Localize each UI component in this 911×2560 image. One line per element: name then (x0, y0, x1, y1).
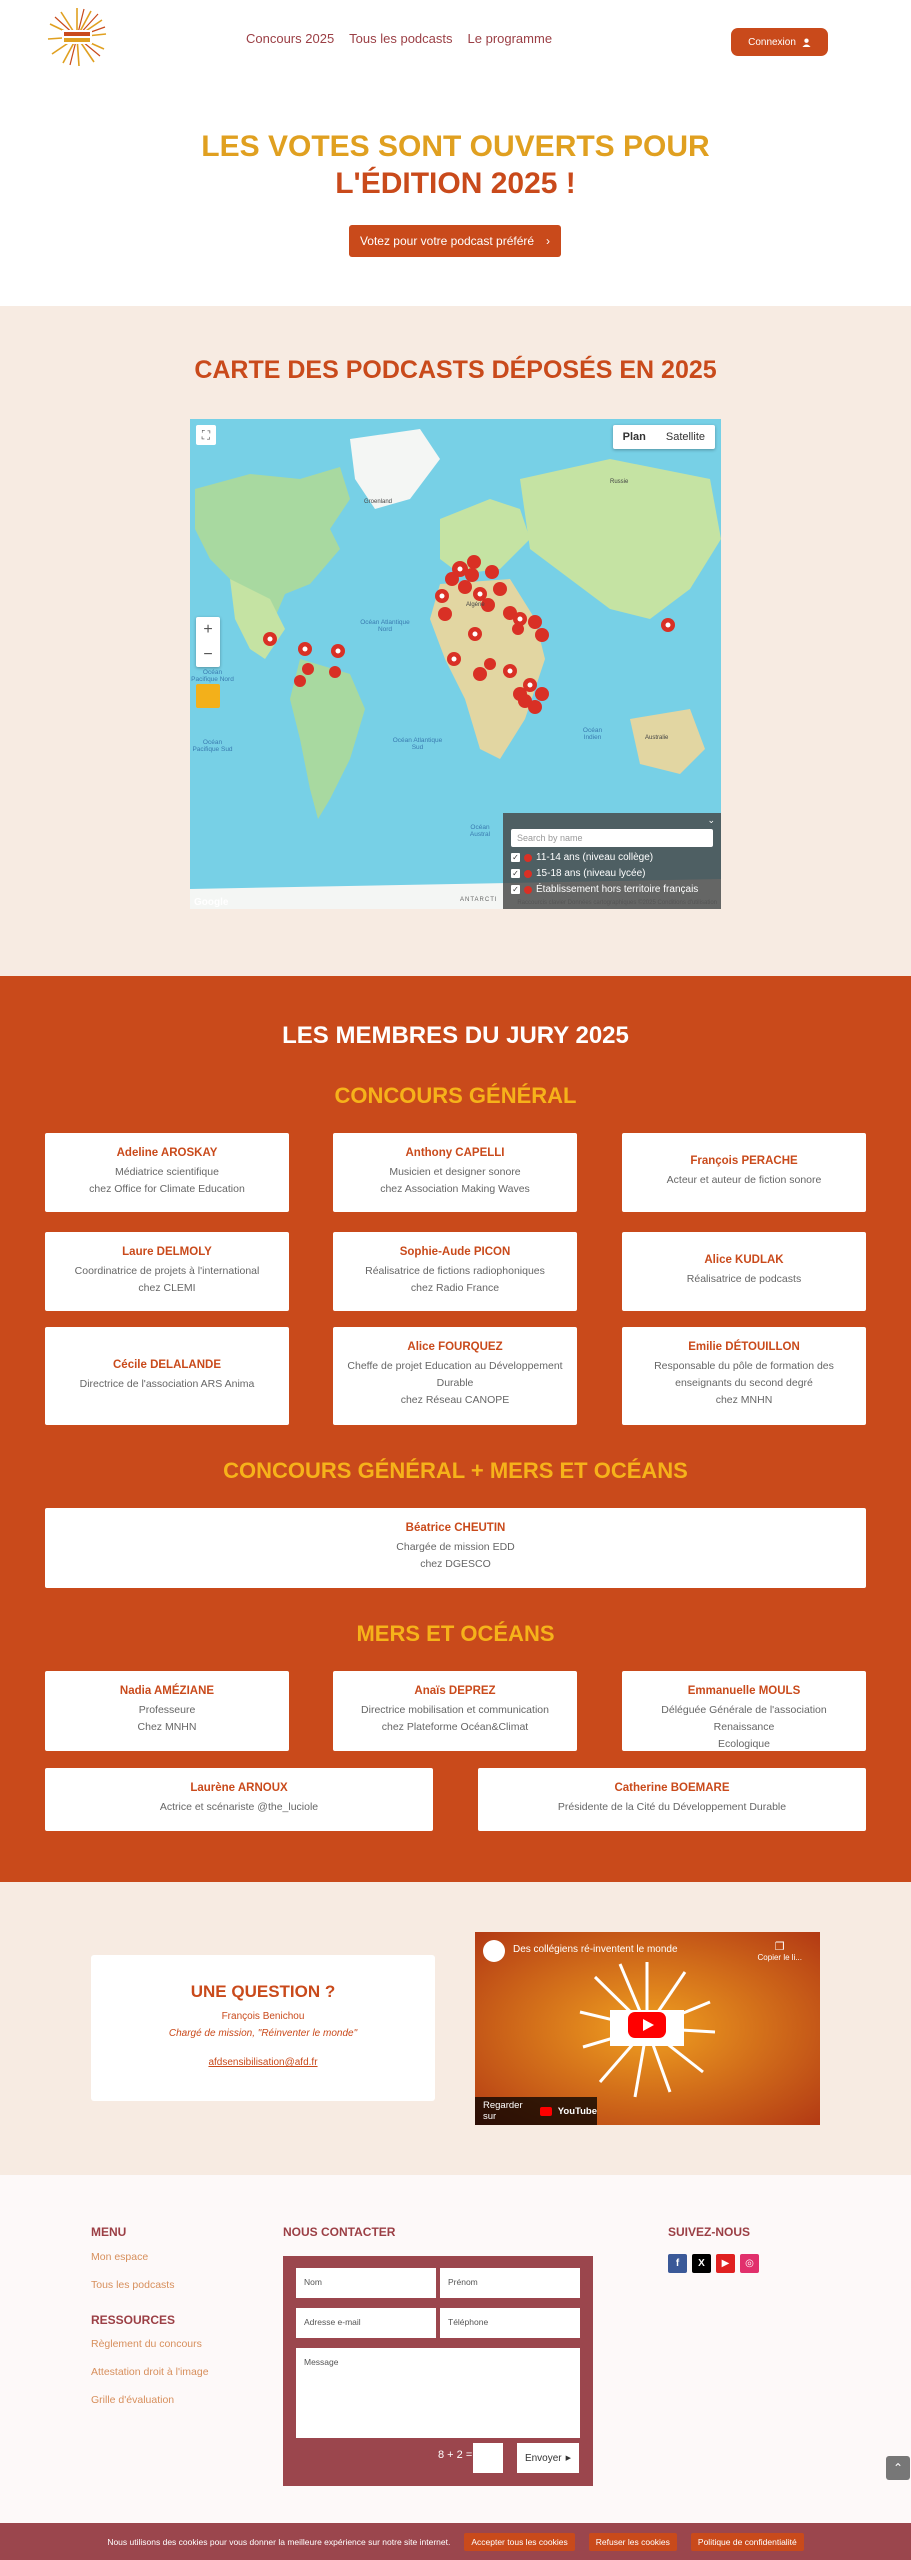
legend-item-college[interactable] (511, 852, 713, 863)
jury-role: Musicien et designer sonore chez Association Making Waves (380, 1166, 530, 1195)
social-links (668, 2254, 759, 2273)
jury-card (45, 1327, 289, 1425)
refuse-cookies-button[interactable]: Refuser les cookies (589, 2533, 677, 2551)
map-label-atlantic-south: Océan Atlantique Sud (392, 737, 443, 751)
map-label-austral: Océan Austral (469, 824, 491, 838)
vote-button[interactable] (349, 225, 561, 257)
map-title: CARTE DES PODCASTS DÉPOSÉS EN 2025 (194, 356, 717, 384)
youtube-label: YouTube (557, 2105, 597, 2117)
nom-field[interactable]: Nom (296, 2268, 436, 2298)
jury-role: Responsable du pôle de formation des enseignants du second degré chez MNHN (654, 1360, 834, 1406)
jury-card (333, 1327, 577, 1425)
contact-email-link[interactable]: afdsensibilisation@afd.fr (208, 2057, 318, 2068)
hero-title-line2: L'ÉDITION 2025 ! (335, 167, 576, 200)
privacy-policy-button[interactable]: Politique de confidentialité (691, 2533, 804, 2551)
login-button[interactable] (731, 28, 828, 56)
jury-card (622, 1133, 866, 1212)
contact-person: François Benichou (221, 2011, 305, 2022)
contact-form (283, 2256, 593, 2486)
main-nav (246, 31, 552, 46)
jury-name: Béatrice CHEUTIN (405, 1522, 506, 1534)
question-title: UNE QUESTION ? (190, 1982, 336, 2001)
chevron-right-icon: › (546, 234, 551, 248)
jury-card (333, 1133, 577, 1212)
email-field[interactable]: Adresse e-mail (296, 2308, 436, 2338)
jury-name: Laurène ARNOUX (190, 1782, 288, 1794)
jury-title: LES MEMBRES DU JURY 2025 (282, 1022, 629, 1049)
jury-card (45, 1133, 289, 1212)
jury-card (333, 1232, 577, 1311)
jury-name: Nadia AMÉZIANE (119, 1685, 215, 1697)
copy-link-button[interactable] (758, 1940, 802, 1962)
jury-name: Adeline AROSKAY (116, 1147, 218, 1159)
map-type-control (613, 425, 715, 449)
nav-concours-2025[interactable]: Concours 2025 (246, 31, 335, 46)
jury-card (45, 1508, 866, 1588)
copy-link-label: Copier le li... (757, 1953, 802, 1962)
map-label-algeria: Algérie (466, 602, 485, 608)
map-type-plan[interactable]: Plan (622, 431, 646, 443)
footer-link-mon-espace[interactable]: Mon espace (91, 2251, 149, 2263)
ocean-title: MERS ET OCÉANS (356, 1621, 555, 1646)
caret-right-icon: ▶ (565, 2455, 572, 2462)
jury-name: Laure DELMOLY (122, 1246, 212, 1258)
nav-tous-les-podcasts[interactable]: Tous les podcasts (349, 31, 453, 46)
telephone-field[interactable]: Téléphone (440, 2308, 580, 2338)
jury-role: Acteur et auteur de fiction sonore (666, 1174, 822, 1186)
jury-name: Anaïs DEPREZ (414, 1685, 496, 1697)
fullscreen-icon[interactable]: ⛶ (196, 425, 216, 445)
youtube-video[interactable] (475, 1932, 820, 2125)
zoom-control (196, 617, 220, 667)
jury-role: Réalisatrice de fictions radiophoniques chez Radio France (365, 1265, 545, 1294)
nav-le-programme[interactable]: Le programme (467, 31, 553, 46)
channel-avatar[interactable] (483, 1940, 505, 1962)
jury-role: Directrice mobilisation et communication chez Plateforme Océan&Climat (361, 1704, 549, 1733)
hero-title-line1: LES VOTES SONT OUVERTS POUR (201, 130, 710, 163)
hero-title (0, 128, 911, 202)
footer-link-reglement[interactable]: Règlement du concours (91, 2338, 202, 2350)
map-label-pacific-south: Océan Pacifique Sud (192, 739, 233, 753)
watch-label: Regarder sur (483, 2100, 523, 2122)
watch-on-youtube-button[interactable] (475, 2097, 597, 2125)
resources-title: RESSOURCES (91, 2313, 176, 2327)
jury-name: Anthony CAPELLI (405, 1147, 505, 1159)
contact-title: NOUS CONTACTER (283, 2225, 396, 2239)
jury-name: Alice KUDLAK (704, 1254, 784, 1266)
jury-role: Chargée de mission EDD chez DGESCO (396, 1541, 515, 1570)
jury-section (0, 976, 911, 1882)
jury-name: Cécile DELALANDE (113, 1359, 221, 1371)
contact-role: Chargé de mission, "Réinventer le monde" (168, 2028, 358, 2039)
map-attribution-text[interactable]: Raccourcis clavier Données cartographiques ©2025 Conditions d'utilisation (517, 900, 717, 906)
message-field[interactable]: Message (296, 2348, 580, 2438)
footer-link-tous-les-podcasts[interactable]: Tous les podcasts (91, 2279, 175, 2291)
hero-section (0, 76, 911, 306)
legend-item-lycee[interactable] (511, 868, 713, 879)
jury-name: Catherine BOEMARE (614, 1782, 730, 1794)
map-label-australia: Australie (645, 735, 669, 741)
jury-card (45, 1768, 433, 1831)
question-section (0, 1882, 911, 2175)
general-title: CONCOURS GÉNÉRAL (334, 1083, 577, 1108)
map-type-satellite[interactable]: Satellite (665, 431, 705, 443)
map-section (0, 306, 911, 976)
jury-card (622, 1232, 866, 1311)
marker-icon (524, 886, 532, 894)
jury-name: François PERACHE (690, 1155, 798, 1167)
legend-collapse-icon[interactable]: ⌄ (707, 815, 715, 825)
video-title[interactable]: Des collégiens ré-inventent le monde (513, 1944, 678, 1955)
mixed-title: CONCOURS GÉNÉRAL + MERS ET OCÉANS (223, 1458, 688, 1483)
jury-role: Réalisatrice de podcasts (686, 1273, 802, 1285)
jury-card (478, 1768, 866, 1831)
checkbox-icon[interactable]: ✓ (512, 869, 519, 878)
accept-cookies-button[interactable]: Accepter tous les cookies (464, 2533, 574, 2551)
site-footer (0, 2175, 911, 2523)
map-label-atlantic-north: Océan Atlantique Nord (360, 619, 410, 633)
legend-label: 15-18 ans (niveau lycée) (536, 868, 646, 879)
jury-card (622, 1327, 866, 1425)
map-attribution (190, 897, 721, 909)
facebook-icon[interactable]: f (668, 2254, 687, 2273)
jury-card (333, 1671, 577, 1751)
jury-role: Médiatrice scientifique chez Office for Climate Education (89, 1166, 245, 1195)
youtube-logo-icon (540, 2107, 552, 2116)
map-label-russia: Russie (610, 479, 629, 485)
play-icon[interactable] (628, 2012, 666, 2038)
map-legend (503, 813, 721, 909)
back-to-top-icon[interactable]: ⌃ (886, 2456, 910, 2480)
jury-role: Coordinatrice de projets à l'international chez CLEMI (74, 1265, 260, 1294)
map-label-pacific-north: Océan Pacifique Nord (191, 669, 234, 683)
logo-sun-icon[interactable] (46, 6, 108, 68)
footer-link-grille[interactable]: Grille d'évaluation (91, 2394, 175, 2406)
legend-item-hors-territoire[interactable] (511, 884, 713, 895)
vote-label: Votez pour votre podcast préféré (359, 234, 535, 248)
follow-title: SUIVEZ-NOUS (668, 2225, 751, 2239)
map-label-indian: Océan Indien (582, 727, 603, 741)
menu-title: MENU (91, 2225, 127, 2239)
copy-icon: ❐ (774, 1941, 785, 1953)
send-label: Envoyer (524, 2452, 562, 2464)
jury-role: Directrice de l'association ARS Anima (79, 1378, 255, 1390)
podcast-map[interactable] (190, 419, 721, 909)
google-logo: Google (194, 897, 229, 908)
jury-card (45, 1671, 289, 1751)
zoom-out-icon[interactable]: − (203, 646, 213, 663)
jury-role: Actrice et scénariste @the_luciole (159, 1801, 319, 1813)
map-label-antarctica: ANTARCTI (460, 897, 498, 903)
cookie-banner (0, 2523, 911, 2560)
site-header (0, 0, 911, 76)
cookie-text: Nous utilisons des cookies pour vous donner la meilleure expérience sur notre site internet. (107, 2536, 451, 2547)
legend-label: 11-14 ans (niveau collège) (536, 852, 654, 863)
user-icon (802, 38, 811, 47)
youtube-icon[interactable]: ▶ (716, 2254, 735, 2273)
street-view-pegman-icon[interactable] (196, 684, 220, 708)
captcha-question: 8 + 2 = (438, 2449, 473, 2461)
jury-role: Professeure Chez MNHN (137, 1704, 197, 1733)
checkbox-icon[interactable]: ✓ (512, 885, 519, 894)
jury-role: Présidente de la Cité du Développement Durable (557, 1801, 787, 1813)
jury-name: Emmanuelle MOULS (687, 1685, 801, 1697)
send-button[interactable] (517, 2443, 579, 2473)
prenom-field[interactable]: Prénom (440, 2268, 580, 2298)
legend-search-input[interactable]: Search by name (511, 829, 713, 847)
jury-role: Déléguée Générale de l'association Renaissance Ecologique (661, 1704, 827, 1750)
zoom-in-icon[interactable]: + (203, 621, 213, 638)
marker-icon (524, 870, 532, 878)
captcha-input[interactable] (473, 2443, 503, 2473)
footer-link-attestation[interactable]: Attestation droit à l'image (91, 2366, 209, 2378)
legend-label: Établissement hors territoire français (536, 884, 699, 895)
map-label-greenland: Groenland (364, 499, 393, 505)
instagram-icon[interactable]: ◎ (740, 2254, 759, 2273)
jury-name: Emilie DÉTOUILLON (688, 1341, 800, 1353)
login-label: Connexion (748, 36, 796, 48)
x-twitter-icon[interactable]: X (692, 2254, 711, 2273)
jury-card (45, 1232, 289, 1311)
jury-name: Sophie-Aude PICON (399, 1246, 511, 1258)
question-card (91, 1955, 435, 2101)
checkbox-icon[interactable]: ✓ (512, 853, 519, 862)
jury-name: Alice FOURQUEZ (407, 1341, 503, 1353)
marker-icon (524, 854, 532, 862)
jury-card (622, 1671, 866, 1751)
jury-role: Cheffe de projet Education au Développement Durable chez Réseau CANOPE (347, 1360, 563, 1406)
